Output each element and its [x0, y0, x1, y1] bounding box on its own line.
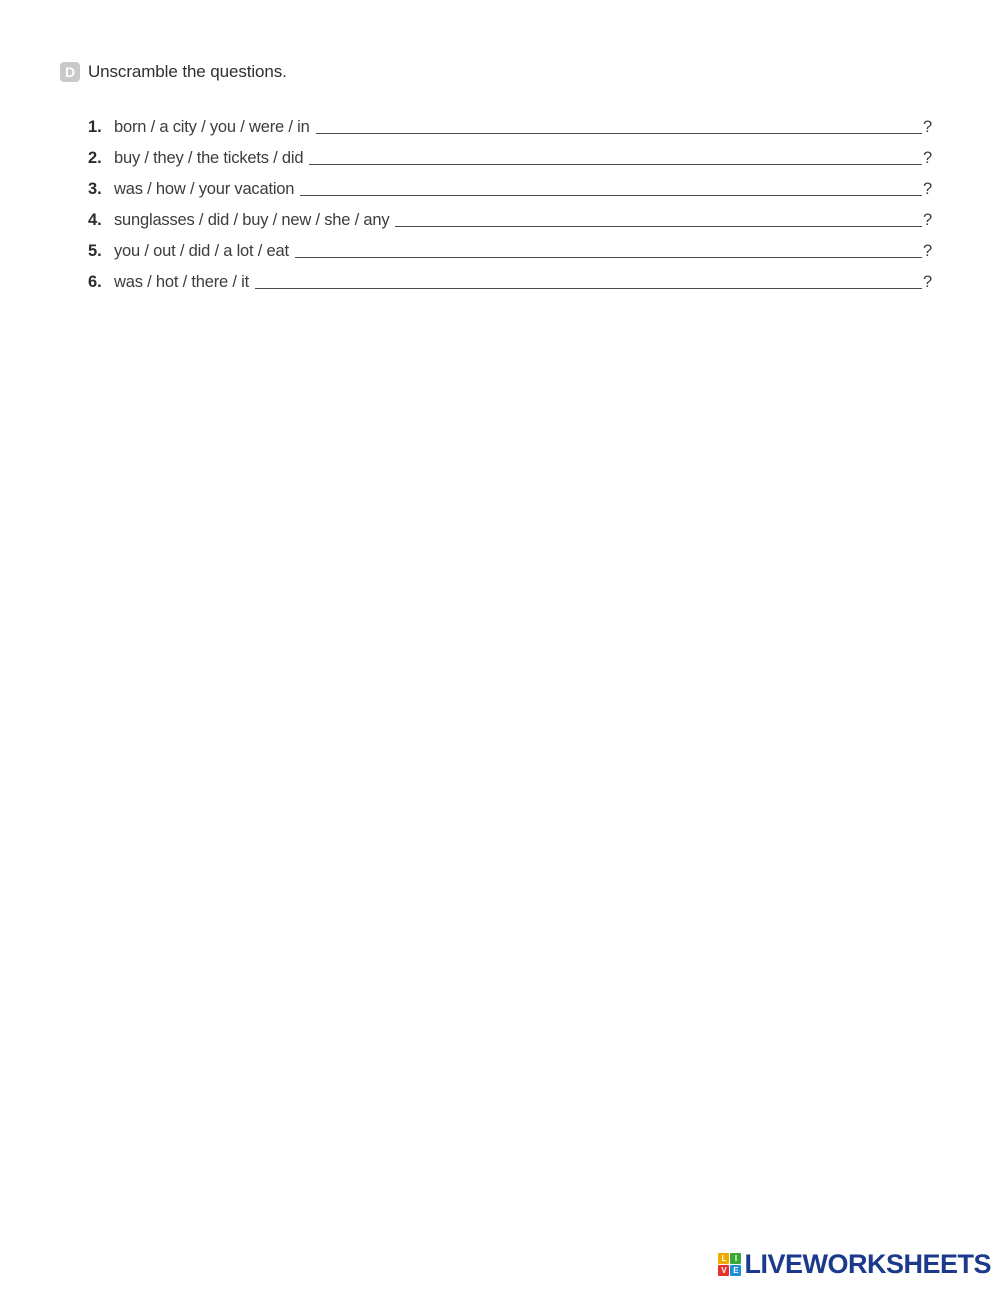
question-mark: ?: [923, 118, 933, 136]
scrambled-words: buy / they / the tickets / did: [114, 149, 304, 167]
scrambled-words: you / out / did / a lot / eat: [114, 242, 289, 260]
question-item: [88, 230, 933, 261]
answer-input-1[interactable]: [316, 115, 922, 134]
question-number: 3.: [88, 180, 102, 198]
question-item: [88, 168, 933, 199]
question-mark: ?: [923, 211, 933, 229]
section-badge: D: [60, 62, 80, 82]
instructions-text: Unscramble the questions.: [88, 62, 287, 81]
scrambled-words: sunglasses / did / buy / new / she / any: [114, 211, 390, 229]
question-number: 2.: [88, 149, 102, 167]
answer-input-4[interactable]: [395, 208, 922, 227]
logo-letter-v: V: [718, 1265, 729, 1276]
scrambled-words: was / hot / there / it: [114, 273, 249, 291]
question-mark: ?: [923, 149, 933, 167]
question-item: [88, 199, 933, 230]
answer-input-3[interactable]: [300, 177, 922, 196]
answer-input-2[interactable]: [309, 146, 922, 165]
question-mark: ?: [923, 273, 933, 291]
logo-letter-i: I: [730, 1253, 741, 1264]
question-item: [88, 106, 933, 137]
question-number: 5.: [88, 242, 102, 260]
liveworksheets-logo-icon: [718, 1253, 741, 1276]
answer-input-5[interactable]: [295, 239, 922, 258]
question-item: [88, 137, 933, 168]
question-number: 1.: [88, 118, 102, 136]
scrambled-words: born / a city / you / were / in: [114, 118, 310, 136]
scrambled-words: was / how / your vacation: [114, 180, 295, 198]
answer-input-6[interactable]: [255, 270, 922, 289]
exercise-header: [60, 62, 287, 82]
question-item: [88, 261, 933, 292]
question-list: [88, 106, 933, 292]
logo-letter-l: L: [718, 1253, 729, 1264]
question-number: 4.: [88, 211, 102, 229]
logo-letter-e: E: [730, 1265, 741, 1276]
question-number: 6.: [88, 273, 102, 291]
question-mark: ?: [923, 242, 933, 260]
question-mark: ?: [923, 180, 933, 198]
liveworksheets-brand[interactable]: [718, 1251, 991, 1278]
brand-name: LIVEWORKSHEETS: [744, 1249, 991, 1279]
